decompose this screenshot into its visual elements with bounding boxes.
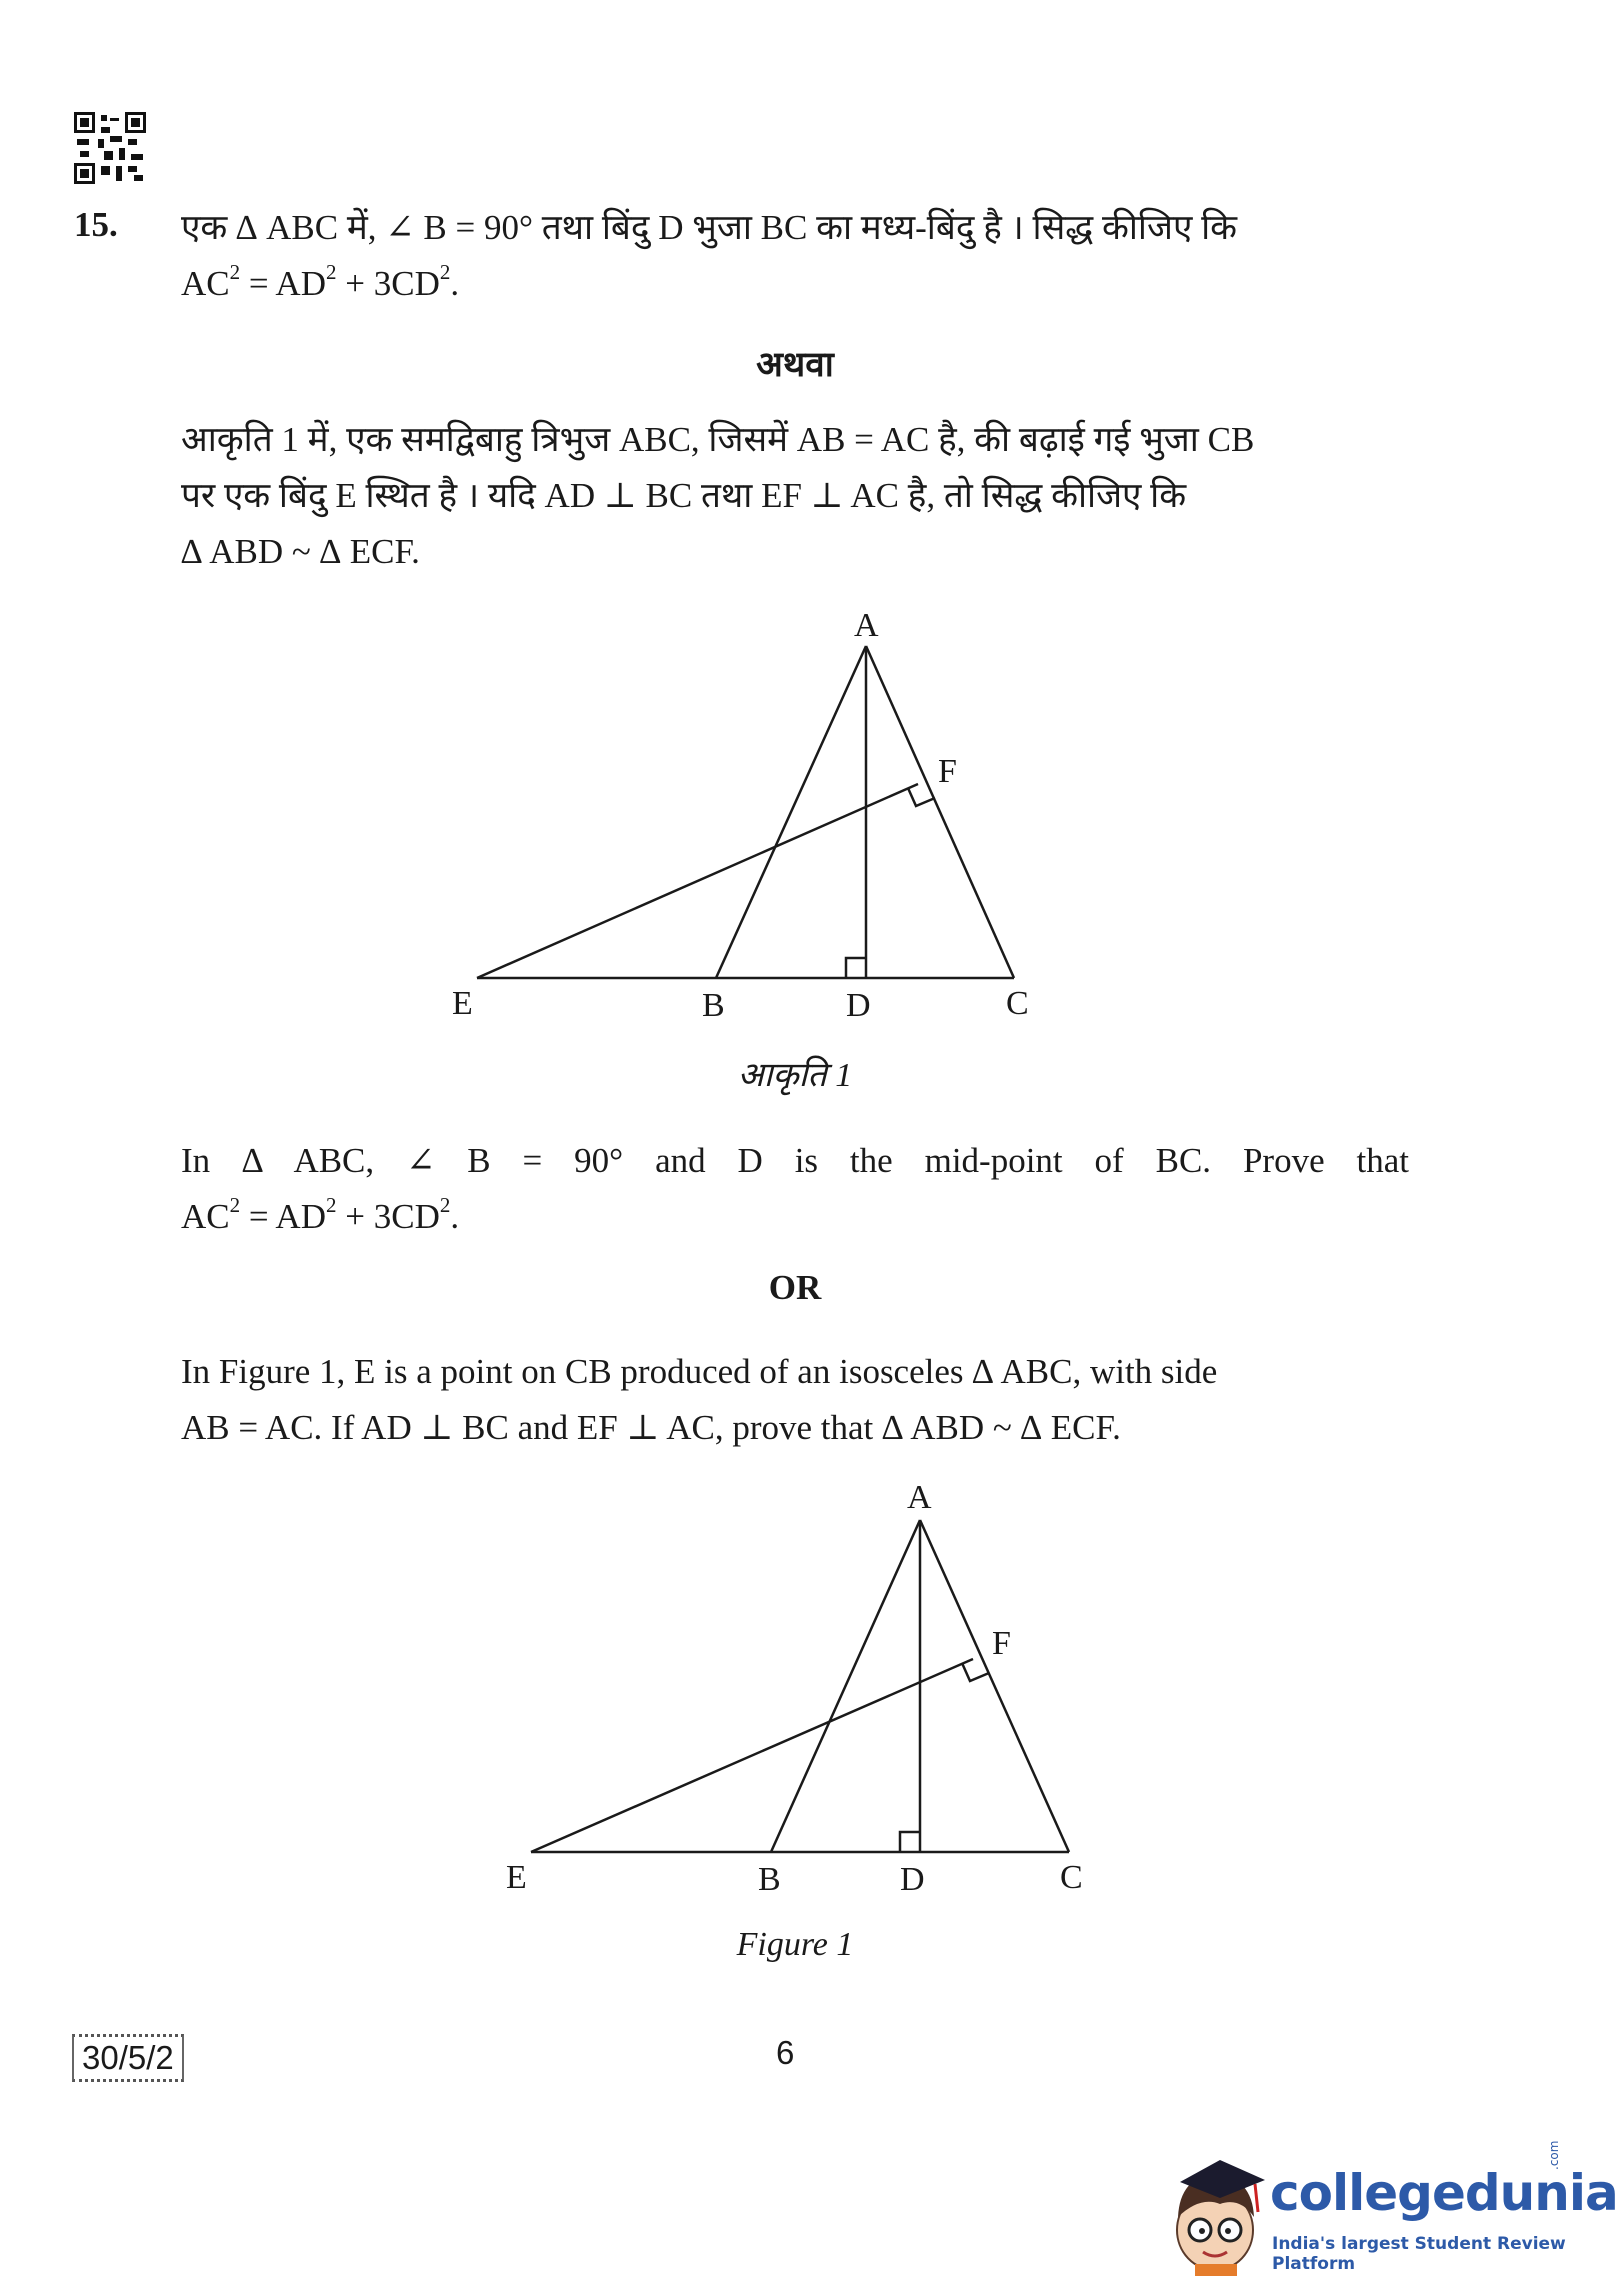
hindi-figure xyxy=(430,600,1070,1024)
hindi-alternative-question xyxy=(181,412,1409,580)
english-question-line-1: In ∆ ABC, ∠ B = 90° and D is the mid-point of BC. Prove that xyxy=(181,1141,1409,1180)
label-c: C xyxy=(1006,985,1029,1022)
watermark-tagline: India's largest Student Review Platform xyxy=(1272,2234,1566,2274)
question-number: 15. xyxy=(74,205,118,244)
hindi-alt-line-3: ∆ ABD ~ ∆ ECF. xyxy=(181,532,420,571)
hindi-question-equation: $AC^2 = AD^2 + 3CD^2$. xyxy=(181,260,460,303)
label-b: B xyxy=(702,987,725,1024)
hindi-question-line-1: एक ∆ ABC में, ∠ B = 90° तथा बिंदु D भुजा BC का मध्य-बिंदु है । सिद्ध कीजिए कि xyxy=(181,208,1238,247)
label-d: D xyxy=(900,1861,925,1898)
label-f: F xyxy=(938,753,957,790)
label-a: A xyxy=(854,607,879,644)
english-or-heading: OR xyxy=(768,1268,822,1307)
label-e: E xyxy=(452,985,473,1022)
line-ef xyxy=(477,784,918,978)
label-f: F xyxy=(992,1625,1011,1662)
line-ac xyxy=(866,646,1014,978)
english-alternative-question xyxy=(181,1344,1409,1456)
hindi-alt-line-2: पर एक बिंदु E स्थित है । यदि AD ⊥ BC तथा EF ⊥ AC है, तो सिद्ध कीजिए कि xyxy=(181,476,1187,515)
right-angle-d xyxy=(900,1832,920,1852)
english-alt-line-1: In Figure 1, E is a point on CB produced of an isosceles ∆ ABC, with side xyxy=(181,1352,1218,1391)
english-question xyxy=(181,1133,1409,1245)
right-angle-d xyxy=(846,958,866,978)
watermark-suffix: .com xyxy=(1547,2140,1561,2170)
label-d: D xyxy=(846,987,871,1024)
qr-code-icon xyxy=(74,112,146,184)
english-alt-line-2: AB = AC. If AD ⊥ BC and EF ⊥ AC, prove that ∆ ABD ~ ∆ ECF. xyxy=(181,1408,1121,1447)
hindi-question xyxy=(181,200,1409,312)
label-b: B xyxy=(758,1861,781,1898)
hindi-figure-caption: आकृति 1 xyxy=(737,1057,853,1094)
line-ab xyxy=(771,1520,920,1852)
hindi-or-heading: अथवा xyxy=(756,345,834,384)
label-c: C xyxy=(1060,1859,1083,1896)
hindi-alt-line-1: आकृति 1 में, एक समद्विबाहु त्रिभुज ABC, जिसमें AB = AC है, की बढ़ाई गई भुजा CB xyxy=(181,420,1255,459)
label-e: E xyxy=(506,1859,527,1896)
page-number: 6 xyxy=(776,2034,795,2071)
label-a: A xyxy=(907,1479,932,1516)
mascot-logo-icon xyxy=(1160,2152,1275,2277)
line-ab xyxy=(716,646,866,978)
watermark-brand-name: collegedunia xyxy=(1270,2164,1618,2222)
line-ac xyxy=(920,1520,1069,1852)
english-figure xyxy=(430,1470,1083,1910)
paper-code: 30/5/2 xyxy=(72,2034,184,2082)
english-figure-caption: Figure 1 xyxy=(736,1926,854,1963)
line-ef xyxy=(531,1659,973,1852)
english-question-equation: $AC^2 = AD^2 + 3CD^2$. xyxy=(181,1193,460,1236)
